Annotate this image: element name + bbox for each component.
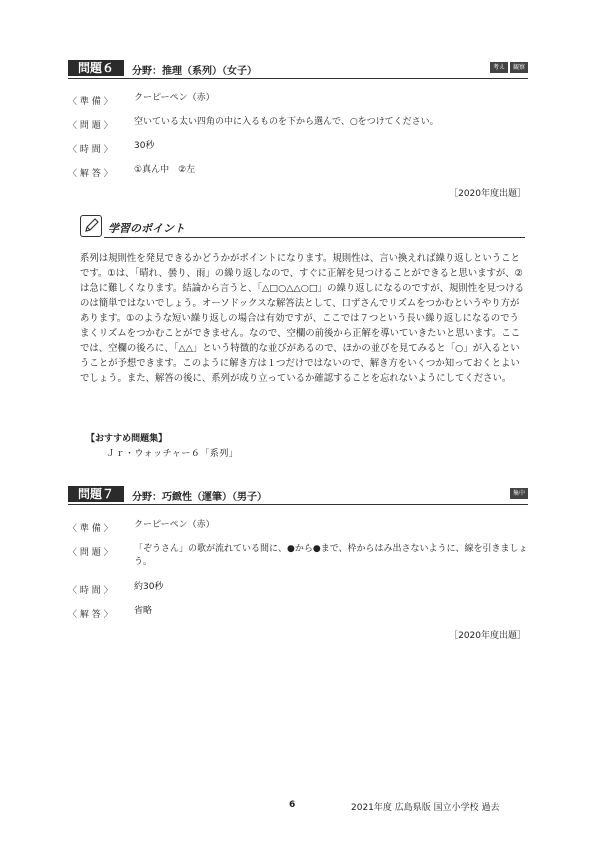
q6-question-label: 〈 問 題 〉: [68, 121, 113, 131]
q6-year: ［2020年度出題］: [449, 189, 526, 199]
q6-prep-label: 〈 準 備 〉: [68, 97, 113, 107]
question-6-tags: [490, 62, 528, 73]
q7-answer-value: 省略: [134, 606, 153, 616]
q6-answer-value: ①真ん中 ②左: [134, 165, 196, 175]
q7-prep-value: クーピーペン（赤）: [134, 520, 215, 530]
learning-point-body: 系列は規則性を発見できるかどうかがポイントになります。規則性は、言い換えれば繰り返しということです。①は、「晴れ、曇り、雨」の繰り返しなので、すぐに正解を見つけることができると思いますが、②は急に難しくなります。結論から言うと、「△□○△△○□」の繰り返しになるのですが、規則性を見つけるのは簡単ではないでしょう。オーソドックスな解答法として、口ずさんでリズムをつかむというやり方があります。①のような短い繰り返しの場合は有効ですが、ここでは７つという長い繰り返しになるのでうまくリズムをつかむことができません。なので、空欄の前後から正解を導いていきたいと思います。ここでは、空欄の後ろに、「△△」という特徴的な並びがあるので、ほかの並びを見てみると「○」が入るということが予想できます。このように解き方は１つだけではないので、解き方をいくつか知っておくとよいでしょう。また、解答の後に、系列が成り立っているか確認することを忘れないようにしてください。: [80, 253, 525, 384]
question-6-header: [68, 60, 528, 79]
learning-point-header: [80, 215, 525, 239]
q6-time-value: 30秒: [134, 141, 155, 151]
q6-prep-value: クーピーペン（赤）: [134, 93, 215, 103]
question-7-badge: 問題７: [68, 486, 124, 502]
q6-question-value: 空いている太い四角の中に入るものを下から選んで、○をつけてください。: [134, 117, 439, 127]
q7-answer-label: 〈 解 答 〉: [68, 610, 113, 620]
q7-year: ［2020年度出題］: [449, 631, 526, 641]
q6-answer-label: 〈 解 答 〉: [68, 169, 113, 179]
learning-point-underline: [104, 237, 525, 238]
footer-title: 2021年度 広島県版 国立小学校 過去: [351, 803, 500, 813]
learning-point-title: 学習のポイント: [108, 222, 185, 235]
question-7-tags: [510, 488, 528, 499]
question-6-category: 分野：推理（系列）（女子）: [132, 66, 257, 77]
page-number: 6: [289, 800, 296, 810]
q7-time-label: 〈 時 間 〉: [68, 586, 113, 596]
question-7-header: [68, 486, 528, 505]
pencil-icon: [80, 215, 102, 237]
question-6-badge: 問題６: [68, 60, 124, 76]
recommended-books-title: 【おすすめ問題集】: [86, 434, 168, 444]
q7-question-label: 〈 問 題 〉: [68, 548, 113, 558]
tag-focus: 集中: [510, 488, 528, 499]
tag-think: 考え: [490, 62, 508, 73]
tag-observe: 観察: [510, 62, 528, 73]
q7-time-value: 約30秒: [134, 582, 164, 592]
q6-time-label: 〈 時 間 〉: [68, 145, 113, 155]
q7-question-value: 「ぞうさん」の歌が流れている間に、●から●まで、枠からはみ出さないように、線を引きましょう。: [134, 544, 528, 567]
question-7-category: 分野：巧緻性（運筆）（男子）: [132, 492, 267, 503]
recommended-book-item: Ｊｒ・ウォッチャー６「系列」: [106, 449, 239, 459]
q7-prep-label: 〈 準 備 〉: [68, 524, 113, 534]
